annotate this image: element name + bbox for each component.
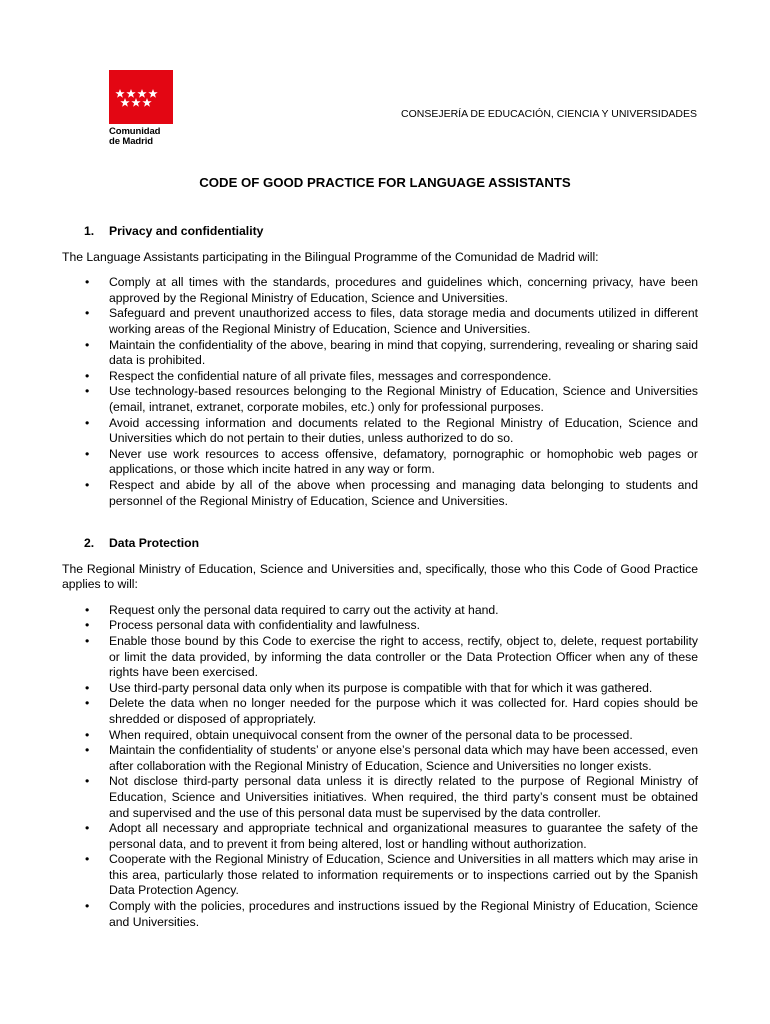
section-privacy (62, 224, 698, 509)
list-item: • Comply at all times with the standards, procedures and guidelines which, concerning privacy, have been approved by the Regional Ministry of Education, Science and Universities. (62, 275, 698, 306)
bullet-list (62, 603, 698, 930)
list-item: • Never use work resources to access offensive, defamatory, pornographic or homophobic web pages or applications, or those which incite hatred in any way or form. (62, 447, 698, 478)
list-item: • Delete the data when no longer needed for the purpose which it was collected for. Hard copies should be shredded or disposed of appropriately. (62, 696, 698, 727)
section-heading (62, 224, 698, 240)
list-item: • Avoid accessing information and documents related to the Regional Ministry of Education, Science and Universities which do not pertain to their duties, unless authorized to do so. (62, 416, 698, 447)
logo-wordmark (109, 127, 173, 147)
logo-line-1: Comunidad (109, 126, 161, 137)
section-heading (62, 536, 698, 552)
list-item: • Process personal data with confidentiality and lawfulness. (62, 618, 698, 634)
section-title: Privacy and confidentiality (109, 224, 264, 238)
list-item: • Adopt all necessary and appropriate technical and organizational measures to guarantee the safety of the personal data, and to prevent it from being altered, lost or handling without authorization. (62, 821, 698, 852)
list-item: • Use technology-based resources belonging to the Regional Ministry of Education, Science and Universities (email, intranet, extranet, corporate mobiles, etc.) only for professional purposes. (62, 384, 698, 415)
list-item: • When required, obtain unequivocal consent from the owner of the personal data to be processed. (62, 728, 698, 744)
section-title: Data Protection (109, 536, 200, 550)
list-item: • Cooperate with the Regional Ministry of Education, Science and Universities in all matters which may arise in this area, particularly those related to information requirements or to inspections carried out by the Spanish Data Protection Agency. (62, 852, 698, 899)
comunidad-de-madrid-logo (109, 70, 173, 147)
section-data-protection (62, 536, 698, 930)
document-title: CODE OF GOOD PRACTICE FOR LANGUAGE ASSISTANTS (199, 175, 571, 190)
list-item: • Maintain the confidentiality of the above, bearing in mind that copying, surrendering, revealing or sharing said data is prohibited. (62, 338, 698, 369)
logo-line-2: de Madrid (109, 136, 153, 147)
madrid-flag-icon (109, 70, 173, 124)
list-item: • Use third-party personal data only when its purpose is compatible with that for which it was gathered. (62, 681, 698, 697)
list-item: • Enable those bound by this Code to exercise the right to access, rectify, object to, delete, request portability or limit the data provided, by informing the data controller or the Data Protection Officer when any of these rights have been exercised. (62, 634, 698, 681)
list-item: • Comply with the policies, procedures and instructions issued by the Regional Ministry of Education, Science and Universities. (62, 899, 698, 930)
section-intro: The Regional Ministry of Education, Science and Universities and, specifically, those who this Code of Good Practice applies to will: (62, 561, 698, 592)
department-name: CONSEJERÍA DE EDUCACIÓN, CIENCIA Y UNIVERSIDADES (400, 108, 697, 120)
list-item: • Maintain the confidentiality of students’ or anyone else’s personal data which may have been accessed, even after collaboration with the Regional Ministry of Education, Science and Universities no longer exists. (62, 743, 698, 774)
list-item: • Request only the personal data required to carry out the activity at hand. (62, 603, 698, 619)
bullet-list (62, 275, 698, 509)
list-item: • Respect the confidential nature of all private files, messages and correspondence. (62, 369, 698, 385)
section-intro: The Language Assistants participating in the Bilingual Programme of the Comunidad de Madrid will: (62, 249, 599, 264)
list-item: • Not disclose third-party personal data unless it is directly related to the purpose of Regional Ministry of Education, Science and Universities initiatives. When required, the third party’s consent must be obtained and supervised and the use of this personal data must be supervised by the data controller. (62, 774, 698, 821)
list-item: • Respect and abide by all of the above when processing and managing data belonging to students and personnel of the Regional Ministry of Education, Science and Universities. (62, 478, 698, 509)
section-number: 2. (84, 536, 95, 550)
section-number: 1. (84, 224, 95, 238)
list-item: • Safeguard and prevent unauthorized access to files, data storage media and documents utilized in different working areas of the Regional Ministry of Education, Science and Universities. (62, 306, 698, 337)
